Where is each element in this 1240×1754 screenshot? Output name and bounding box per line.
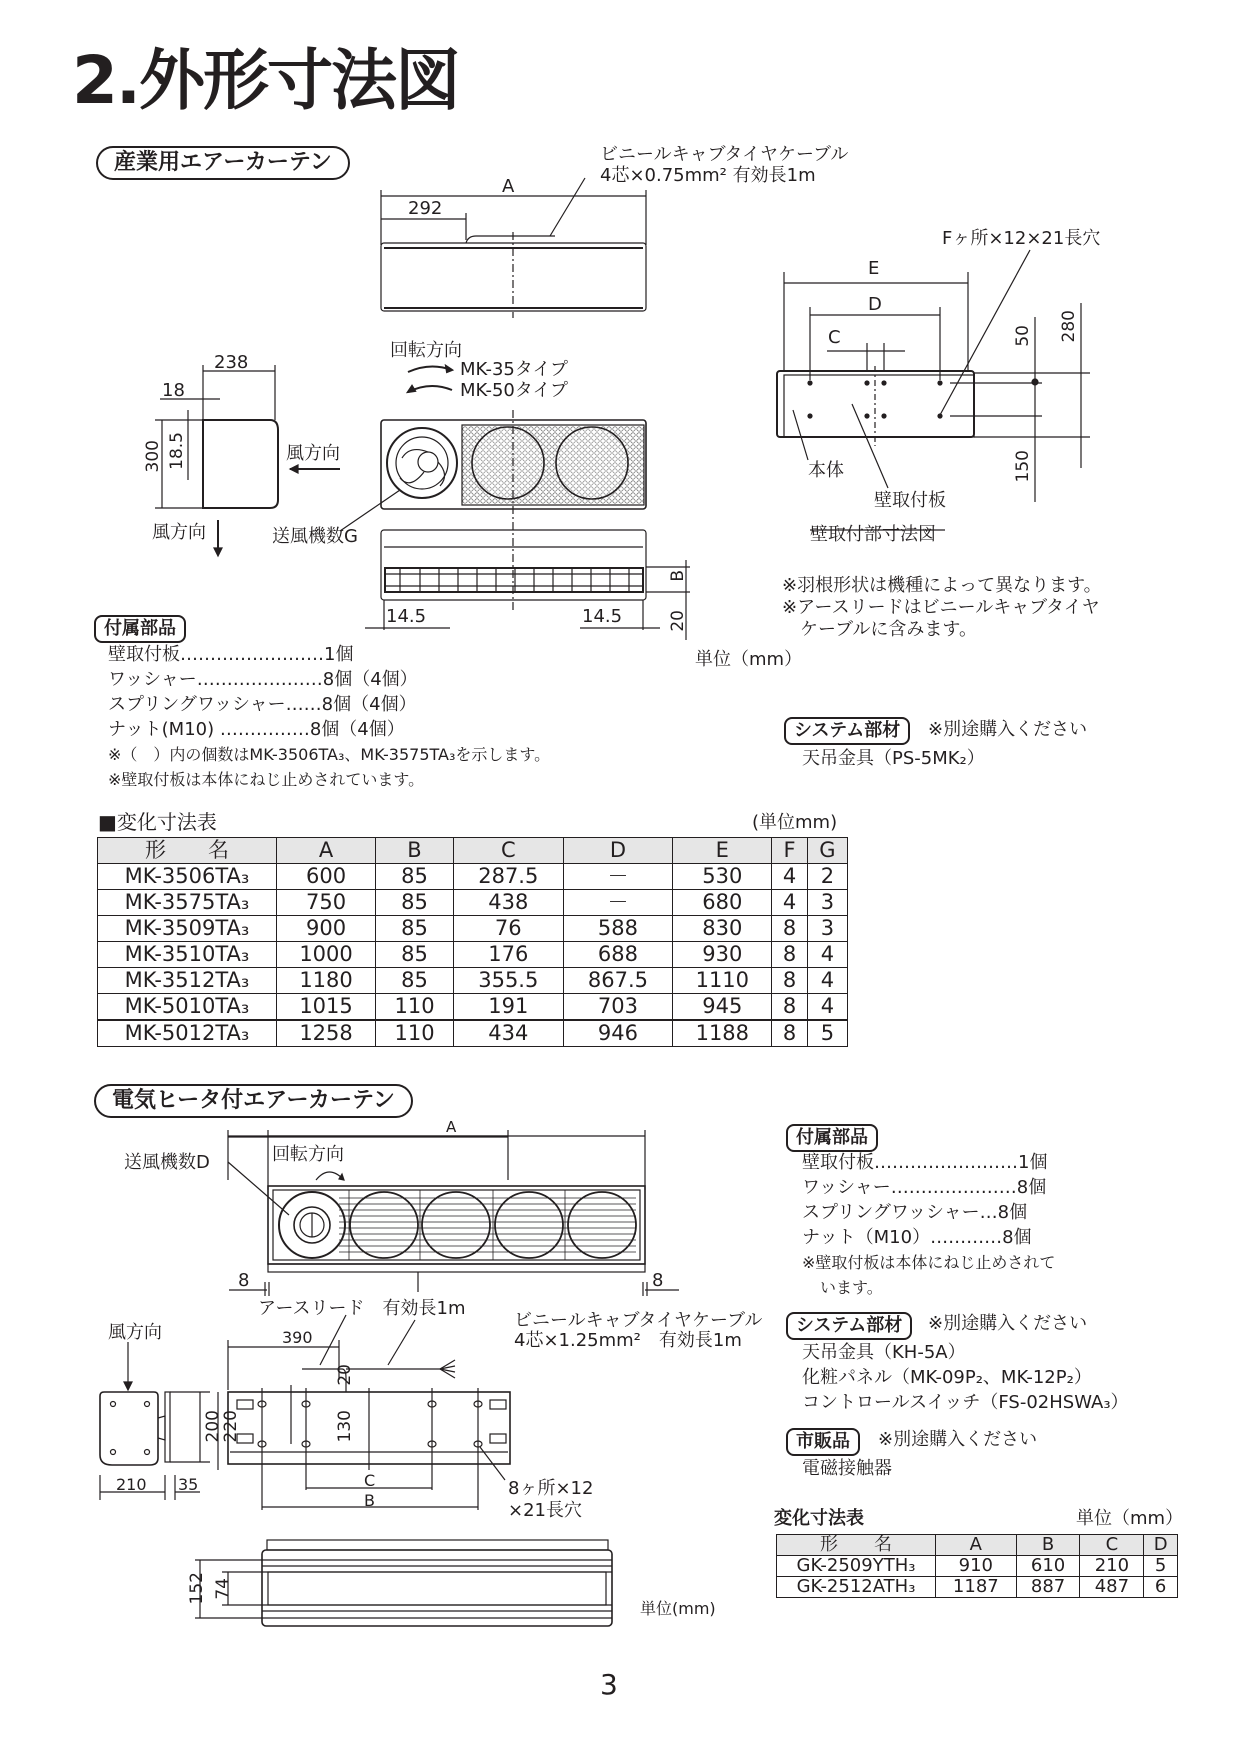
dim-b: B [668,570,688,582]
page-title: 2.外形寸法図 [72,42,459,119]
section-label-heater: 電気ヒータ付エアーカーテン [94,1084,413,1118]
cell: 85 [376,968,454,994]
cell: 530 [673,864,772,890]
cell: 610 [1016,1556,1080,1577]
body-label: 本体 [808,460,844,481]
header-cell: B [376,838,454,864]
cell: 434 [453,1020,563,1047]
dim-238: 238 [214,352,249,373]
cell: 945 [673,994,772,1021]
dim-50: 50 [1013,325,1033,347]
heater-fan-count-label: 送風機数D [124,1152,210,1173]
header-cell: A [936,1535,1017,1556]
accessory-note: ※（ ）内の個数はMK-3506TA₃、MK-3575TA₃を示します。 [108,745,551,764]
slot-label: Fヶ所×12×21長穴 [942,228,1101,249]
cable-label: ビニールキャブタイヤケーブル [600,144,849,165]
cell: 930 [673,942,772,968]
cell: 703 [563,994,673,1021]
header-cell: A [277,838,376,864]
cell: － [563,864,673,890]
heater-dim-210: 210 [116,1475,147,1494]
dim-18: 18 [162,380,185,401]
cell: 8 [772,994,807,1021]
cell: 110 [376,1020,454,1047]
heater-system-parts-tag: システム部材 [786,1312,912,1340]
heater-cable-label: ビニールキャブタイヤケーブル [514,1310,763,1331]
wind-direction-down: 風方向 [152,522,206,543]
system-parts-tag: システム部材 [784,717,910,745]
rotation-label: 回転方向 [390,340,462,361]
cell: MK-3575TA₃ [98,890,277,916]
cell: 85 [376,890,454,916]
cell: － [563,890,673,916]
cell: GK-2509YTH₃ [777,1556,936,1577]
cell: 910 [936,1556,1017,1577]
cell: 8 [772,968,807,994]
dim-20: 20 [668,610,688,632]
cell: 8 [772,942,807,968]
cell: 900 [277,916,376,942]
accessory-item: スプリングワッシャー…8個 [802,1202,1028,1223]
cell: 1187 [936,1577,1017,1598]
cell: 438 [453,890,563,916]
cell: 191 [453,994,563,1021]
unit-label: 単位（mm） [695,649,803,670]
cell: 4 [807,968,847,994]
cell: 588 [563,916,673,942]
accessory-note: ※壁取付板は本体にねじ止めされて [802,1253,1056,1272]
heater-accessories-tag: 付属部品 [786,1124,878,1152]
cell: 830 [673,916,772,942]
note-earth-lead: ※アースリードはビニールキャブタイヤ [782,597,1100,618]
header-cell: 形 名 [98,838,277,864]
heater-dim-20: 20 [335,1364,355,1386]
cell: 487 [1080,1577,1144,1598]
cable-spec: 4芯×0.75mm² 有効長1m [600,165,816,186]
cell: 1015 [277,994,376,1021]
cell: 85 [376,864,454,890]
dim-18-5: 18.5 [167,432,187,470]
dimension-table-heater [776,1534,1178,1598]
cell: 1180 [277,968,376,994]
cell: 5 [807,1020,847,1047]
cell: MK-5012TA₃ [98,1020,277,1047]
cell: 176 [453,942,563,968]
heater-table-unit: 単位（mm） [1076,1508,1184,1529]
heater-dim-152: 152 [187,1572,207,1605]
dim-14-5-left: 14.5 [386,606,427,627]
cell: 946 [563,1020,673,1047]
header-cell: G [807,838,847,864]
heater-dim-220: 220 [221,1410,241,1443]
accessory-item: ワッシャー…………………8個 [802,1177,1047,1198]
cell: 76 [453,916,563,942]
heater-dim-8-left: 8 [238,1270,250,1291]
cell: GK-2512ATH₃ [777,1577,936,1598]
table-row [777,1556,1178,1577]
cell: MK-3509TA₃ [98,916,277,942]
dim-280: 280 [1059,310,1079,343]
heater-dim-c: C [364,1471,376,1490]
system-part-item: 化粧パネル（MK-09P₂、MK-12P₂） [802,1367,1092,1388]
note-blade-shape: ※羽根形状は機種によって異なります。 [782,575,1102,596]
cell: 85 [376,942,454,968]
system-parts-note: ※別途購入ください [928,719,1088,740]
rotation-mk50: MK-50タイプ [460,380,568,401]
heater-wind-direction: 風方向 [108,1322,162,1343]
heater-accessories-list [802,1150,1055,1300]
note-earth-lead-cont: ケーブルに含みます。 [800,619,977,640]
rotation-mk35: MK-35タイプ [460,359,568,380]
cell: 3 [807,916,847,942]
header-cell: E [673,838,772,864]
system-part-item: 天吊金具（KH-5A） [802,1342,966,1363]
table-row [777,1577,1178,1598]
header-cell: D [563,838,673,864]
header-cell: B [1016,1535,1080,1556]
cell: 85 [376,916,454,942]
cell: 355.5 [453,968,563,994]
cell: 1258 [277,1020,376,1047]
heater-dim-74: 74 [213,1578,233,1600]
heater-cable-spec: 4芯×1.25mm² 有効長1m [514,1330,742,1351]
heater-system-parts-note: ※別途購入ください [928,1313,1088,1334]
accessory-item: ワッシャー…………………8個（4個） [108,669,418,690]
heater-slot-label: 8ヶ所×12 [508,1478,594,1499]
table-unit: (単位mm) [752,812,838,833]
cell: 2 [807,864,847,890]
cell: MK-3506TA₃ [98,864,277,890]
heater-slot-label-cont: ×21長穴 [508,1500,582,1521]
section-label-industrial: 産業用エアーカーテン [96,146,350,180]
cell: 600 [277,864,376,890]
accessory-item: 壁取付板……………………1個 [108,644,354,665]
heater-dim-130: 130 [335,1410,355,1443]
accessory-item: ナット（M10）…………8個 [802,1227,1032,1248]
accessory-note: ※壁取付板は本体にねじ止めされています。 [108,770,425,789]
heater-dim-200: 200 [203,1410,223,1443]
heater-dim-8-right: 8 [652,1270,664,1291]
heater-table-title: 変化寸法表 [774,1508,864,1529]
dim-d: D [868,294,882,315]
dim-292: 292 [408,198,443,219]
cell: 4 [807,994,847,1021]
cell: 1110 [673,968,772,994]
heater-dim-35: 35 [178,1475,199,1494]
dim-150: 150 [1013,450,1033,483]
cell: 210 [1080,1556,1144,1577]
commercial-tag: 市販品 [786,1428,860,1456]
dim-a-label: A [502,176,515,197]
wind-direction-side: 風方向 [286,443,340,464]
cell: MK-3510TA₃ [98,942,277,968]
dim-e: E [868,258,880,279]
cell: 867.5 [563,968,673,994]
heater-system-parts-list [802,1340,1129,1415]
accessory-item: 壁取付板……………………1個 [802,1152,1048,1173]
cell: 110 [376,994,454,1021]
cell: MK-3512TA₃ [98,968,277,994]
cell: 887 [1016,1577,1080,1598]
cell: 8 [772,916,807,942]
heater-dim-a: A [446,1118,457,1136]
system-part-item: 天吊金具（PS-5MK₂） [802,748,985,769]
earth-lead-label: アースリード 有効長1m [258,1298,466,1319]
wall-plate-label: 壁取付板 [874,490,946,511]
accessory-note: います。 [820,1278,883,1297]
accessories-tag: 付属部品 [94,615,186,643]
cell: 750 [277,890,376,916]
cell: 688 [563,942,673,968]
cell: 1000 [277,942,376,968]
commercial-note: ※別途購入ください [878,1429,1038,1450]
heater-rotation-label: 回転方向 [272,1144,344,1165]
dim-300: 300 [143,440,163,473]
cell: 287.5 [453,864,563,890]
table-title: ■変化寸法表 [98,810,217,834]
header-cell: 形 名 [777,1535,936,1556]
heater-dim-b: B [364,1491,375,1510]
heater-dim-390: 390 [282,1328,313,1347]
header-cell: F [772,838,807,864]
cell: 6 [1144,1577,1178,1598]
cell: 4 [772,890,807,916]
dim-c: C [828,327,841,348]
cell: 1188 [673,1020,772,1047]
heater-unit-label: 単位(mm) [640,1599,716,1618]
cell: 5 [1144,1556,1178,1577]
cell: 4 [772,864,807,890]
fan-count-label: 送風機数G [272,526,358,547]
commercial-item: 電磁接触器 [802,1458,892,1479]
dim-14-5-right: 14.5 [582,606,623,627]
header-cell: D [1144,1535,1178,1556]
cell: 8 [772,1020,807,1047]
header-cell: C [453,838,563,864]
cell: 4 [807,942,847,968]
cell: MK-5010TA₃ [98,994,277,1021]
cell: 3 [807,890,847,916]
page-number: 3 [600,1668,618,1701]
accessory-item: スプリングワッシャー……8個（4個） [108,694,417,715]
system-part-item: コントロールスイッチ（FS-02HSWA₃） [802,1392,1129,1413]
table-header-row [777,1535,1178,1556]
wall-mount-caption: 壁取付部寸法図 [810,524,936,545]
accessory-item: ナット(M10) ……………8個（4個） [108,719,405,740]
header-cell: C [1080,1535,1144,1556]
cell: 680 [673,890,772,916]
